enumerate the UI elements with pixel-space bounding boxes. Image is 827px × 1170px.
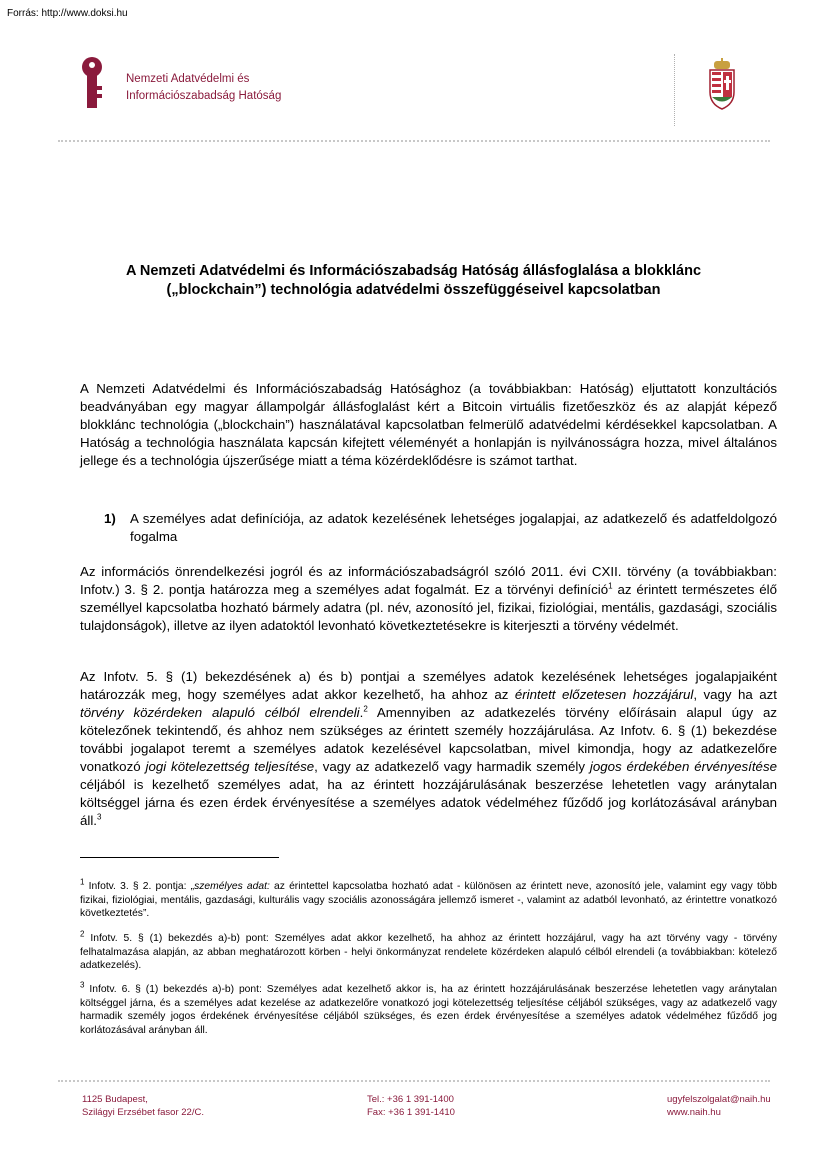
org-name-line1: Nemzeti Adatvédelmi és <box>126 73 250 85</box>
footnote-ref-3[interactable]: 3 <box>97 812 102 822</box>
footer-separator <box>58 1080 770 1082</box>
coat-of-arms-icon <box>707 58 737 110</box>
intro-paragraph: A Nemzeti Adatvédelmi és Információszabadság Hatósághoz (a továbbiakban: Hatóság) eljuttatott konzultációs beadványában egy magyar állampolgár állásfoglalást kért a Bitcoin virtuális fizetőeszköz és az alapját képező blokklánc technológia („blockchain”) használatával kapcsolatban felmerülő adatvédelmi kérdésekkel kapcsolatban. A Hatóság a technológia használata kapcsán kifejtett véleményét a honlapján is nyilvánosságra hozza, mivel általános jellege és a technológia újszerűsége miatt a téma közérdeklődésre is számot tarthat. <box>80 381 777 468</box>
org-name-line2: Információszabadság Hatóság <box>126 90 282 102</box>
title-line1: A Nemzeti Adatvédelmi és Információszabadság Hatóság állásfoglalása a blokklánc <box>125 263 702 279</box>
page-title <box>70 262 757 300</box>
paragraph-definition <box>80 563 777 635</box>
para2-text-b: az érintett természetes élő személlyel kapcsolatba hozható bármely adatra (pl. név, azonosító jel, fizikai, fiziológiai, mentális, gazdasági, szociális tulajdonságok), illetve az ilyen adatoktól levonható következtetésekre is kiterjeszti a törvény védelmét. <box>80 582 778 633</box>
footnote-2-text: Infotv. 5. § (1) bekezdés a)-b) pont: Személyes adat akkor kezelhető, ha ahhoz az érintett hozzájárul, vagy ha azt törvény vagy - törvény felhatalmazása alapján, az abban meghatározott körben - helyi önkormányzat rendelete közérdeken alapuló célból elrendeli (a továbbiakban: kötelező adatkezelés). <box>80 933 777 972</box>
website-link[interactable]: www.naih.hu <box>667 1107 721 1118</box>
para3-text-e: , vagy az adatkezelő vagy harmadik személy <box>314 759 590 774</box>
para3-text-a: Az Infotv. 5. § (1) bekezdésének a) és b) pontjai a személyes adatok kezelésének lehetséges jogalapjaiként határozzák meg, hogy személyes adat akkor kezelhető, ha ahhoz az <box>80 669 777 702</box>
para3-text-b: , vagy ha azt <box>693 687 777 702</box>
para3-text-c: . <box>359 705 364 720</box>
para3-italic-3: jogi kötelezettség teljesítése <box>145 759 315 774</box>
footnote-num-1: 1 <box>80 877 85 887</box>
address-line2: Szilágyi Erzsébet fasor 22/C. <box>82 1107 204 1118</box>
footnote-2 <box>80 929 777 973</box>
para2-text-a: Az információs önrendelkezési jogról és az információszabadságról szóló 2011. évi CXII. törvény (a továbbiakban: Infotv.) 3. § 2. pontja határozza meg a személyes adat fogalmát. Ez a törvényi definíció <box>80 564 777 597</box>
footnote-1 <box>80 877 777 921</box>
para3-text-d: Amennyiben az adatkezelés törvény előírásain alapul úgy az kötelezőnek tekintendő, és ahhoz nem szükséges az érintett személy hozzájárulása. Az Infotv. 6. § (1) bekezdése további jogalapot teremt a személyes adatok kezelésével kapcsolatban, mivel kimondja, hogy az adatkezelőre vonatkozó <box>80 705 777 774</box>
section-heading: A személyes adat definíciója, az adatok kezelésének lehetséges jogalapjai, az adatkezelő és adatfeldolgozó fogalma <box>130 511 777 544</box>
footnote-num-3: 3 <box>80 980 85 990</box>
para3-italic-2: törvény közérdeken alapuló célból elrendeli <box>80 705 360 720</box>
para3-text-f: céljából is kezelhető személyes adat, ha az érintett hozzájárulásának beszerzése lehetetlen vagy aránytalan költséggel járna és ezen érdek érvényesítése a személyes adatok védelméhez fűződő jog korlátozásával arányban áll. <box>80 777 777 828</box>
para3-italic-4: jogos érdekében érvényesítése <box>589 759 777 774</box>
para3-italic-1: érintett előzetesen hozzájárul <box>514 687 694 702</box>
fax-line: Fax: +36 1 391-1410 <box>367 1107 455 1118</box>
footer-contact <box>667 1093 771 1119</box>
footnote-1-text-b: az érintettel kapcsolatba hozható adat - különösen az érintett neve, azonosító jele, valamint egy vagy több fizikai, fiziológiai, mentális, gazdasági, kulturális vagy szociális azonosságára jellemző ismeret -, valamint az adatból levonható, az érintettre vonatkozó következtetés”. <box>80 881 777 920</box>
footnote-1-text-a: Infotv. 3. § 2. pontja: „ <box>84 881 195 892</box>
footnote-ref-2[interactable]: 2 <box>363 704 368 714</box>
source-label: Forrás: http://www.doksi.hu <box>7 8 128 19</box>
footnote-3-text: Infotv. 6. § (1) bekezdés a)-b) pont: Személyes adat kezelhető akkor is, ha az érintett hozzájárulásának beszerzése lehetetlen vagy aránytalan költséggel járna, és a személyes adat kezelése az adatkezelőre vonatkozó jogi kötelezettség teljesítése céljából szükséges, vagy az adatkezelő vagy harmadik személy jogos érdekének érvényesítése céljából szükséges, és ezen érdek érvényesítése a személyes adatok védelméhez fűződő jog korlátozásával arányban áll. <box>80 984 777 1037</box>
footnote-1-italic: személyes adat: <box>194 881 270 892</box>
paragraph-legal-basis <box>80 668 777 830</box>
tel-line: Tel.: +36 1 391-1400 <box>367 1094 454 1105</box>
footnote-ref-1[interactable]: 1 <box>608 581 613 591</box>
header-divider <box>674 54 675 126</box>
footnote-separator <box>80 857 279 858</box>
footer-address <box>82 1093 204 1119</box>
footnote-num-2: 2 <box>80 929 85 939</box>
email-link[interactable]: ugyfelszolgalat@naih.hu <box>667 1094 771 1105</box>
footnote-3 <box>80 980 777 1038</box>
section-number: 1) <box>104 511 116 526</box>
header-separator <box>58 140 770 142</box>
key-icon <box>80 56 104 110</box>
org-name <box>126 71 281 105</box>
title-line2: („blockchain”) technológia adatvédelmi összefüggéseivel kapcsolatban <box>166 282 661 298</box>
address-line1: 1125 Budapest, <box>82 1094 148 1105</box>
footer-phone <box>367 1093 455 1119</box>
